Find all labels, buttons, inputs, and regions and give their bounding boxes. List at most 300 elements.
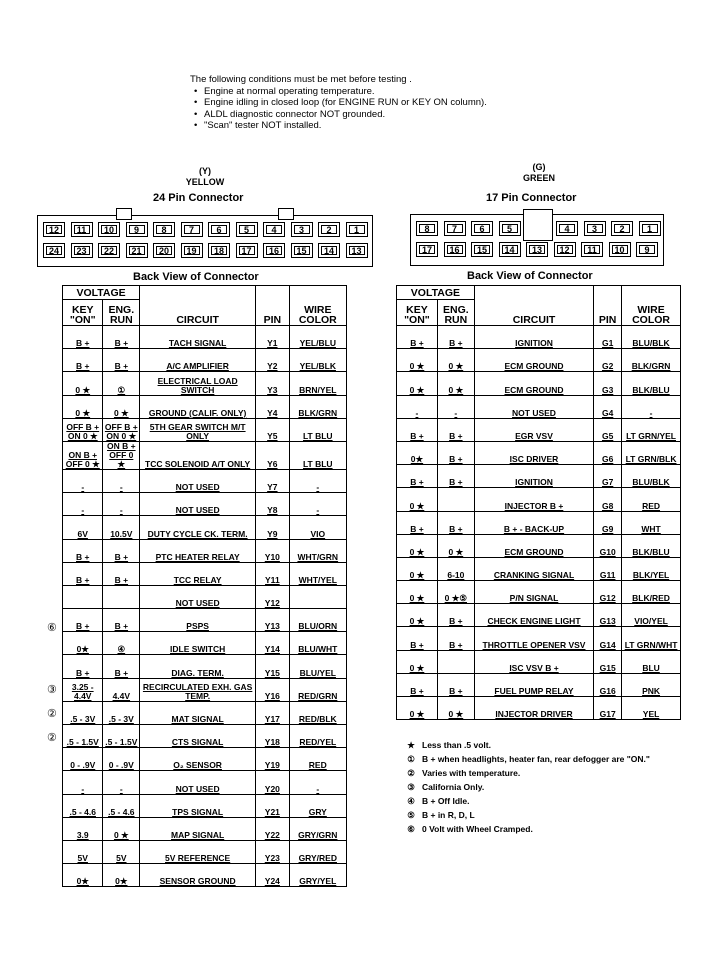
green-connector-pin-table bbox=[396, 285, 681, 720]
pin-number: 9 bbox=[639, 245, 655, 254]
cell-wire: YEL bbox=[622, 697, 681, 720]
table-row bbox=[63, 326, 347, 349]
table-row bbox=[397, 372, 681, 395]
cell-circuit: MAP SIGNAL bbox=[140, 817, 256, 840]
cell-circuit: INJECTOR B + bbox=[474, 488, 593, 511]
cell-circuit: ISC VSV B + bbox=[474, 650, 593, 673]
connector-pin bbox=[609, 242, 631, 257]
table-row bbox=[397, 557, 681, 580]
cell-pin: Y22 bbox=[256, 817, 289, 840]
pin-number: 24 bbox=[46, 246, 62, 255]
note-marker-y13: ⑥ bbox=[47, 622, 57, 634]
cell-circuit: TACH SIGNAL bbox=[140, 326, 256, 349]
cell-wire: - bbox=[289, 771, 346, 794]
cell-pin: Y17 bbox=[256, 701, 289, 724]
cell-wire: BLK/BLU bbox=[622, 534, 681, 557]
cell-pin: G7 bbox=[594, 465, 622, 488]
cell-run: ON B + OFF 0 ★ bbox=[103, 441, 140, 469]
cell-key: 0 ★ bbox=[63, 372, 103, 395]
cell-pin: Y12 bbox=[256, 585, 289, 608]
eng-run-header: ENG. RUN bbox=[103, 300, 140, 326]
cell-pin: G4 bbox=[594, 395, 622, 418]
legend-text: Varies with temperature. bbox=[422, 768, 521, 778]
connector-pin bbox=[181, 243, 203, 258]
cell-key: 0 ★ bbox=[397, 557, 438, 580]
cell-circuit: CHECK ENGINE LIGHT bbox=[474, 604, 593, 627]
cell-pin: Y20 bbox=[256, 771, 289, 794]
cell-key: B + bbox=[397, 465, 438, 488]
cell-key: .5 - 4.6 bbox=[63, 794, 103, 817]
legend-row bbox=[400, 808, 692, 822]
legend-row bbox=[400, 738, 692, 752]
right-back-view-label: Back View of Connector bbox=[467, 270, 593, 282]
cell-run: ④ bbox=[103, 632, 140, 655]
cell-pin: G6 bbox=[594, 441, 622, 464]
condition-item: • Engine idling in closed loop (for ENGINE RUN or KEY ON column). bbox=[204, 97, 487, 109]
cell-wire: BLU bbox=[622, 650, 681, 673]
cell-circuit: FUEL PUMP RELAY bbox=[474, 673, 593, 696]
cell-wire bbox=[289, 585, 346, 608]
cell-run: B + bbox=[437, 604, 474, 627]
connector-pin bbox=[263, 243, 285, 258]
connector-pin bbox=[581, 242, 603, 257]
connector-pin bbox=[126, 243, 148, 258]
cell-run: B + bbox=[437, 511, 474, 534]
connector-pin bbox=[236, 243, 258, 258]
cell-circuit: NOT USED bbox=[140, 771, 256, 794]
connector-color: GREEN bbox=[522, 173, 555, 183]
cell-pin: G10 bbox=[594, 534, 622, 557]
connector-key bbox=[278, 208, 294, 220]
cell-circuit: NOT USED bbox=[140, 585, 256, 608]
cell-pin: Y1 bbox=[256, 326, 289, 349]
table-row bbox=[63, 493, 347, 516]
pin-number: 17 bbox=[239, 246, 255, 255]
cell-pin: Y19 bbox=[256, 748, 289, 771]
connector-pin bbox=[639, 221, 661, 236]
connector-pin bbox=[416, 221, 438, 236]
legend-text: California Only. bbox=[422, 782, 485, 792]
connector-pin bbox=[263, 222, 285, 237]
legend-row bbox=[400, 780, 692, 794]
cell-circuit: PTC HEATER RELAY bbox=[140, 539, 256, 562]
pin-number: 5 bbox=[502, 224, 518, 233]
cell-key: 0★ bbox=[397, 441, 438, 464]
cell-circuit: MAT SIGNAL bbox=[140, 701, 256, 724]
cell-run: .5 - 1.5V bbox=[103, 725, 140, 748]
cell-wire: GRY/YEL bbox=[289, 864, 346, 887]
cell-circuit: GROUND (CALIF. ONLY) bbox=[140, 395, 256, 418]
cell-key: - bbox=[63, 493, 103, 516]
pin-number: 3 bbox=[587, 224, 603, 233]
cell-run: 0 ★ bbox=[437, 349, 474, 372]
table-row bbox=[63, 864, 347, 887]
cell-run: B + bbox=[103, 539, 140, 562]
connector-pin bbox=[526, 242, 548, 257]
pin-number: 1 bbox=[642, 224, 658, 233]
pin-number: 9 bbox=[129, 225, 145, 234]
connector-pin bbox=[43, 243, 65, 258]
cell-wire: VIO bbox=[289, 516, 346, 539]
cell-key: B + bbox=[63, 655, 103, 678]
cell-circuit: RECIRCULATED EXH. GAS TEMP. bbox=[140, 678, 256, 701]
cell-run: 0 ★ bbox=[437, 372, 474, 395]
connector-pin bbox=[71, 222, 93, 237]
pin-number: 8 bbox=[419, 224, 435, 233]
cell-wire: PNK bbox=[622, 673, 681, 696]
table-row bbox=[397, 581, 681, 604]
cell-run: .5 - 3V bbox=[103, 701, 140, 724]
cell-run: - bbox=[103, 771, 140, 794]
pin-number: 6 bbox=[474, 224, 490, 233]
cell-pin: G8 bbox=[594, 488, 622, 511]
connector-pin bbox=[98, 243, 120, 258]
cell-key: .5 - 3V bbox=[63, 701, 103, 724]
eng-run-header: ENG. RUN bbox=[437, 300, 474, 326]
cell-circuit: NOT USED bbox=[140, 493, 256, 516]
cell-run: 0 ★ bbox=[437, 697, 474, 720]
cell-run: 5V bbox=[103, 840, 140, 863]
cell-wire: GRY/GRN bbox=[289, 817, 346, 840]
connector-pin bbox=[208, 222, 230, 237]
cell-circuit: EGR VSV bbox=[474, 418, 593, 441]
connector-pin bbox=[584, 221, 606, 236]
connector-pin bbox=[499, 221, 521, 236]
table-row bbox=[63, 794, 347, 817]
cell-key: 0 ★ bbox=[397, 604, 438, 627]
cell-pin: Y7 bbox=[256, 469, 289, 492]
cell-pin: G1 bbox=[594, 326, 622, 349]
pin-number: 10 bbox=[101, 225, 117, 234]
note-marker-y16: ③ bbox=[47, 684, 57, 696]
connector-pin bbox=[554, 242, 576, 257]
cell-circuit: TCC SOLENOID A/T ONLY bbox=[140, 441, 256, 469]
cell-circuit: TPS SIGNAL bbox=[140, 794, 256, 817]
legend-symbol: ⑤ bbox=[407, 810, 415, 820]
cell-pin: Y5 bbox=[256, 418, 289, 441]
cell-circuit: TCC RELAY bbox=[140, 562, 256, 585]
legend-row bbox=[400, 752, 692, 766]
connector-pin bbox=[318, 222, 340, 237]
cell-circuit: CTS SIGNAL bbox=[140, 725, 256, 748]
pin-number: 17 bbox=[419, 245, 435, 254]
cell-run bbox=[437, 650, 474, 673]
cell-run: 6-10 bbox=[437, 557, 474, 580]
cell-pin: G17 bbox=[594, 697, 622, 720]
cell-run: 0 - .9V bbox=[103, 748, 140, 771]
pin-number: 11 bbox=[584, 245, 600, 254]
table-row bbox=[63, 516, 347, 539]
cell-key: 3.9 bbox=[63, 817, 103, 840]
cell-key: 0★ bbox=[63, 864, 103, 887]
table-row bbox=[397, 673, 681, 696]
cell-key: 6V bbox=[63, 516, 103, 539]
cell-key: 0 - .9V bbox=[63, 748, 103, 771]
cell-pin: G16 bbox=[594, 673, 622, 696]
left-connector-title: 24 Pin Connector bbox=[153, 192, 244, 204]
pin-number: 13 bbox=[529, 245, 545, 254]
connector-code: (G) bbox=[532, 162, 546, 172]
note-marker-y17: ② bbox=[47, 708, 57, 720]
cell-run: - bbox=[437, 395, 474, 418]
connector-pin bbox=[153, 243, 175, 258]
pin-number: 4 bbox=[266, 225, 282, 234]
cell-run: B + bbox=[103, 655, 140, 678]
connector-key bbox=[523, 209, 553, 241]
connector-pin bbox=[611, 221, 633, 236]
connector-pin bbox=[318, 243, 340, 258]
cell-run: B + bbox=[103, 609, 140, 632]
connector-pin bbox=[556, 221, 578, 236]
connector-pin bbox=[153, 222, 175, 237]
cell-pin: Y11 bbox=[256, 562, 289, 585]
connector-pin bbox=[471, 242, 493, 257]
connector-pin bbox=[499, 242, 521, 257]
cell-circuit: IGNITION bbox=[474, 326, 593, 349]
pin-number: 10 bbox=[612, 245, 628, 254]
pin-number: 15 bbox=[294, 246, 310, 255]
notes-legend bbox=[400, 738, 692, 836]
cell-key: B + bbox=[63, 349, 103, 372]
table-row bbox=[63, 701, 347, 724]
cell-wire: BLK/GRN bbox=[622, 349, 681, 372]
cell-wire: - bbox=[289, 493, 346, 516]
cell-circuit: DUTY CYCLE CK. TERM. bbox=[140, 516, 256, 539]
cell-pin: G14 bbox=[594, 627, 622, 650]
pin-number: 12 bbox=[46, 225, 62, 234]
cell-wire: BLK/BLU bbox=[622, 372, 681, 395]
cell-wire: BLU/ORN bbox=[289, 609, 346, 632]
table-row bbox=[63, 840, 347, 863]
circuit-header: CIRCUIT bbox=[140, 286, 256, 326]
cell-run: OFF B + ON 0 ★ bbox=[103, 418, 140, 441]
pin-number: 1 bbox=[349, 225, 365, 234]
cell-run: B + bbox=[437, 627, 474, 650]
cell-run bbox=[437, 488, 474, 511]
legend-symbol: ④ bbox=[407, 796, 415, 806]
cell-circuit: 5V REFERENCE bbox=[140, 840, 256, 863]
cell-key: B + bbox=[397, 673, 438, 696]
cell-wire: BLU/BLK bbox=[622, 326, 681, 349]
cell-pin: G2 bbox=[594, 349, 622, 372]
cell-run: 4.4V bbox=[103, 678, 140, 701]
cell-circuit: SENSOR GROUND bbox=[140, 864, 256, 887]
cell-pin: Y21 bbox=[256, 794, 289, 817]
connector-pin bbox=[636, 242, 658, 257]
cell-wire: LT GRN/WHT bbox=[622, 627, 681, 650]
cell-circuit: A/C AMPLIFIER bbox=[140, 349, 256, 372]
pin-number: 6 bbox=[211, 225, 227, 234]
cell-pin: G5 bbox=[594, 418, 622, 441]
condition-item: • ALDL diagnostic connector NOT grounded. bbox=[204, 109, 487, 121]
conditions-list bbox=[190, 86, 487, 132]
cell-wire: - bbox=[622, 395, 681, 418]
legend-symbol: ② bbox=[407, 768, 415, 778]
cell-wire: RED/GRN bbox=[289, 678, 346, 701]
cell-circuit: P/N SIGNAL bbox=[474, 581, 593, 604]
cell-key: B + bbox=[63, 326, 103, 349]
table-row bbox=[63, 678, 347, 701]
table-row bbox=[63, 441, 347, 469]
cell-circuit: ISC DRIVER bbox=[474, 441, 593, 464]
cell-run: 0 ★ bbox=[437, 534, 474, 557]
connector-pin bbox=[291, 222, 313, 237]
pin-number: 14 bbox=[502, 245, 518, 254]
cell-circuit: ECM GROUND bbox=[474, 372, 593, 395]
voltage-header: VOLTAGE bbox=[63, 286, 140, 300]
cell-pin: Y4 bbox=[256, 395, 289, 418]
legend-text: B + in R, D, L bbox=[422, 810, 475, 820]
wire-color-header: WIRE COLOR bbox=[622, 286, 681, 326]
cell-key: - bbox=[63, 469, 103, 492]
cell-key: 0 ★ bbox=[397, 488, 438, 511]
cell-wire: YEL/BLK bbox=[289, 349, 346, 372]
cell-key: B + bbox=[397, 627, 438, 650]
cell-wire: BLU/WHT bbox=[289, 632, 346, 655]
cell-pin: Y16 bbox=[256, 678, 289, 701]
cell-wire: WHT/GRN bbox=[289, 539, 346, 562]
cell-key: 0 ★ bbox=[397, 650, 438, 673]
cell-run: 0 ★ bbox=[103, 817, 140, 840]
table-row bbox=[63, 585, 347, 608]
legend-row bbox=[400, 822, 692, 836]
table-row bbox=[397, 627, 681, 650]
cell-run: B + bbox=[103, 562, 140, 585]
cell-circuit: DIAG. TERM. bbox=[140, 655, 256, 678]
table-row bbox=[397, 650, 681, 673]
cell-circuit: ECM GROUND bbox=[474, 349, 593, 372]
connector-pin bbox=[236, 222, 258, 237]
note-marker-y18: ② bbox=[47, 732, 57, 744]
cell-key: 0 ★ bbox=[397, 534, 438, 557]
cell-key: B + bbox=[63, 609, 103, 632]
cell-key: 3.25 - 4.4V bbox=[63, 678, 103, 701]
pin-number: 5 bbox=[239, 225, 255, 234]
cell-pin: Y23 bbox=[256, 840, 289, 863]
pin-number: 3 bbox=[294, 225, 310, 234]
cell-run: B + bbox=[437, 673, 474, 696]
yellow-connector-pin-table bbox=[62, 285, 347, 887]
table-row bbox=[63, 725, 347, 748]
cell-wire: BLK/GRN bbox=[289, 395, 346, 418]
pin-number: 12 bbox=[557, 245, 573, 254]
table-row bbox=[63, 609, 347, 632]
cell-pin: G3 bbox=[594, 372, 622, 395]
pin-number: 13 bbox=[349, 246, 365, 255]
table-row bbox=[397, 511, 681, 534]
pin-number: 2 bbox=[321, 225, 337, 234]
cell-circuit: ECM GROUND bbox=[474, 534, 593, 557]
cell-wire: LT BLU bbox=[289, 418, 346, 441]
left-back-view-label: Back View of Connector bbox=[133, 271, 259, 283]
pin-number: 7 bbox=[447, 224, 463, 233]
table-row bbox=[63, 562, 347, 585]
table-row bbox=[63, 395, 347, 418]
cell-run: B + bbox=[103, 349, 140, 372]
cell-run: 10.5V bbox=[103, 516, 140, 539]
pin-number: 7 bbox=[184, 225, 200, 234]
legend-row bbox=[400, 766, 692, 780]
table-row bbox=[397, 697, 681, 720]
legend-text: B + when headlights, heater fan, rear defogger are "ON." bbox=[422, 754, 650, 764]
cell-wire: - bbox=[289, 469, 346, 492]
pin-number: 4 bbox=[559, 224, 575, 233]
cell-wire: BRN/YEL bbox=[289, 372, 346, 395]
table-row bbox=[63, 418, 347, 441]
cell-key: 0 ★ bbox=[397, 697, 438, 720]
cell-circuit: B + - BACK-UP bbox=[474, 511, 593, 534]
connector-pin bbox=[126, 222, 148, 237]
connector-color: YELLOW bbox=[185, 177, 225, 187]
table-row bbox=[63, 817, 347, 840]
connector-pin bbox=[346, 243, 368, 258]
cell-circuit: CRANKING SIGNAL bbox=[474, 557, 593, 580]
legend-symbol: ③ bbox=[407, 782, 415, 792]
cell-run: - bbox=[103, 493, 140, 516]
cell-circuit: IGNITION bbox=[474, 465, 593, 488]
cell-key: ON B + OFF 0 ★ bbox=[63, 441, 103, 469]
cell-run: B + bbox=[437, 418, 474, 441]
right-connector-title: 17 Pin Connector bbox=[486, 192, 577, 204]
pin-number: 19 bbox=[184, 246, 200, 255]
cell-pin: Y9 bbox=[256, 516, 289, 539]
cell-run: B + bbox=[437, 441, 474, 464]
connector-pin bbox=[208, 243, 230, 258]
table-row bbox=[63, 748, 347, 771]
pin-number: 15 bbox=[474, 245, 490, 254]
connector-pin bbox=[181, 222, 203, 237]
cell-pin: G9 bbox=[594, 511, 622, 534]
connector-pin bbox=[346, 222, 368, 237]
cell-run: B + bbox=[437, 326, 474, 349]
cell-pin: G15 bbox=[594, 650, 622, 673]
cell-key: - bbox=[63, 771, 103, 794]
legend-text: Less than .5 volt. bbox=[422, 740, 491, 750]
connector-key bbox=[116, 208, 132, 220]
cell-pin: Y6 bbox=[256, 441, 289, 469]
cell-run: B + bbox=[437, 465, 474, 488]
cell-run: B + bbox=[103, 326, 140, 349]
cell-key bbox=[63, 585, 103, 608]
legend-symbol: ★ bbox=[407, 740, 415, 750]
cell-wire: BLK/YEL bbox=[622, 557, 681, 580]
table-row bbox=[397, 418, 681, 441]
pin-header: PIN bbox=[256, 286, 289, 326]
connector-pin bbox=[444, 242, 466, 257]
condition-item: • "Scan" tester NOT installed. bbox=[204, 120, 487, 132]
cell-pin: Y18 bbox=[256, 725, 289, 748]
cell-wire: LT GRN/YEL bbox=[622, 418, 681, 441]
pin-number: 14 bbox=[321, 246, 337, 255]
cell-run: - bbox=[103, 469, 140, 492]
pin-number: 11 bbox=[74, 225, 90, 234]
green-connector-color bbox=[504, 162, 574, 184]
cell-wire: RED/YEL bbox=[289, 725, 346, 748]
yellow-connector-color bbox=[170, 166, 240, 188]
cell-circuit: INJECTOR DRIVER bbox=[474, 697, 593, 720]
cell-pin: G12 bbox=[594, 581, 622, 604]
pin-number: 20 bbox=[156, 246, 172, 255]
cell-wire: RED bbox=[622, 488, 681, 511]
pin-number: 21 bbox=[129, 246, 145, 255]
cell-circuit: PSPS bbox=[140, 609, 256, 632]
cell-pin: G11 bbox=[594, 557, 622, 580]
table-row bbox=[397, 326, 681, 349]
voltage-header: VOLTAGE bbox=[397, 286, 475, 300]
legend-text: 0 Volt with Wheel Cramped. bbox=[422, 824, 533, 834]
cell-key: 5V bbox=[63, 840, 103, 863]
cell-key: 0 ★ bbox=[397, 349, 438, 372]
